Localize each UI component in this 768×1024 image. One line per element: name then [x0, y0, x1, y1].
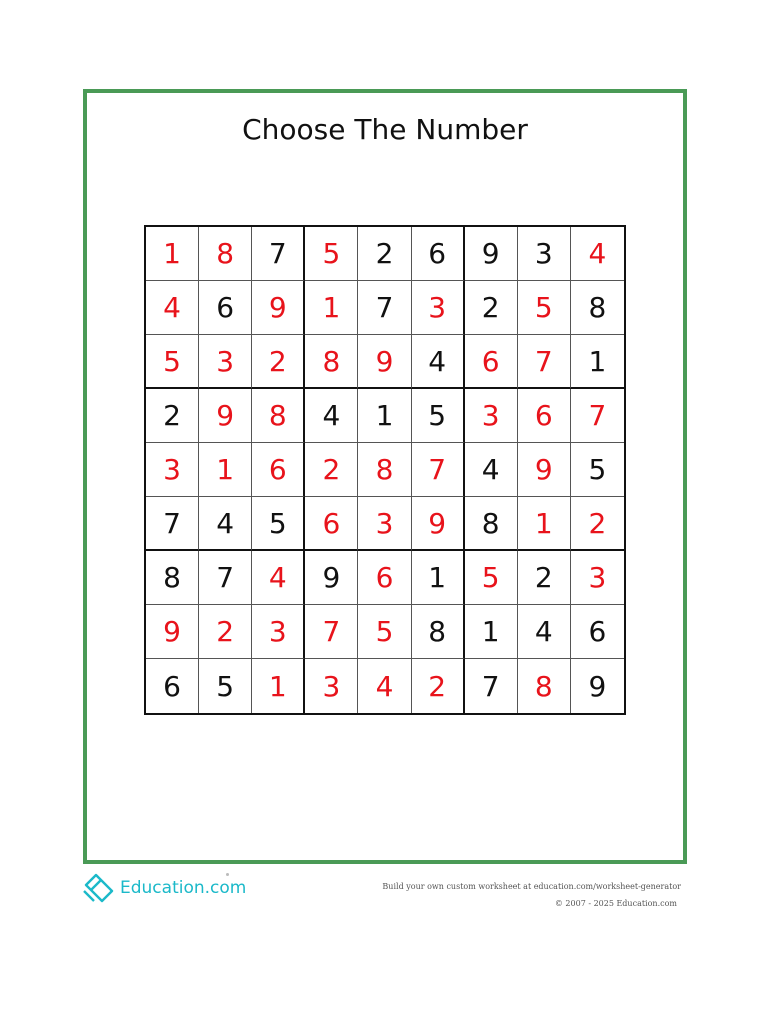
- grid-cell[interactable]: 4: [412, 335, 465, 389]
- grid-cell[interactable]: 5: [252, 497, 305, 551]
- grid-cell[interactable]: 1: [199, 443, 252, 497]
- grid-cell[interactable]: 1: [518, 497, 571, 551]
- grid-cell[interactable]: 4: [571, 227, 624, 281]
- grid-cell[interactable]: 4: [199, 497, 252, 551]
- number-grid: [144, 225, 626, 715]
- grid-cell[interactable]: 8: [518, 659, 571, 713]
- grid-cell[interactable]: 8: [199, 227, 252, 281]
- grid-cell[interactable]: 3: [146, 443, 199, 497]
- grid-cell[interactable]: 2: [571, 497, 624, 551]
- grid-cell[interactable]: 6: [465, 335, 518, 389]
- grid-cell[interactable]: 7: [358, 281, 411, 335]
- grid-cell[interactable]: 9: [588, 669, 607, 703]
- grid-cell[interactable]: 5: [305, 227, 358, 281]
- grid-cell[interactable]: 9: [412, 497, 465, 551]
- grid-cell[interactable]: 2: [465, 281, 518, 335]
- grid-cell[interactable]: 3: [571, 551, 624, 605]
- grid-cell[interactable]: 3: [199, 335, 252, 389]
- grid-cell[interactable]: 8: [571, 281, 624, 335]
- grid-cell[interactable]: 5: [358, 605, 411, 659]
- education-logo[interactable]: [82, 871, 246, 905]
- grid-cell[interactable]: 8: [412, 605, 465, 659]
- grid-cell[interactable]: 5: [465, 551, 518, 605]
- grid-cell[interactable]: 3: [358, 497, 411, 551]
- grid-cell[interactable]: 8: [146, 551, 199, 605]
- grid-cell[interactable]: 6: [305, 497, 358, 551]
- grid-cell[interactable]: 1: [252, 659, 305, 713]
- worksheet-title: Choose The Number: [242, 113, 528, 146]
- grid-cell[interactable]: 7: [465, 659, 518, 713]
- grid-cell[interactable]: 8: [305, 335, 358, 389]
- grid-cell[interactable]: 1: [465, 605, 518, 659]
- grid-cell[interactable]: 1: [305, 281, 358, 335]
- grid-cell[interactable]: 2: [252, 335, 305, 389]
- grid-cell[interactable]: 9: [199, 389, 252, 443]
- education-logo-icon: [82, 871, 116, 905]
- grid-cell[interactable]: 9: [305, 551, 358, 605]
- grid-cell[interactable]: 3: [252, 605, 305, 659]
- grid-cell[interactable]: 4: [518, 605, 571, 659]
- grid-cell[interactable]: 4: [305, 389, 358, 443]
- grid-cell[interactable]: 6: [412, 227, 465, 281]
- grid-cell[interactable]: 1: [412, 551, 465, 605]
- grid-cell[interactable]: 7: [252, 227, 305, 281]
- page-footer: [0, 866, 768, 926]
- grid-cell[interactable]: 5: [199, 659, 252, 713]
- grid-cell[interactable]: 3: [412, 281, 465, 335]
- education-logo-text: Education.com: [120, 878, 247, 898]
- grid-cell[interactable]: 7: [412, 443, 465, 497]
- grid-cell[interactable]: 4: [252, 551, 305, 605]
- grid-cell[interactable]: 9: [465, 227, 518, 281]
- grid-cell[interactable]: 6: [146, 659, 199, 713]
- grid-cell[interactable]: 4: [358, 659, 411, 713]
- grid-cell[interactable]: 1: [358, 389, 411, 443]
- grid-cell[interactable]: 2: [358, 227, 411, 281]
- grid-cell[interactable]: 3: [518, 227, 571, 281]
- grid-cell[interactable]: 9: [518, 443, 571, 497]
- grid-cell[interactable]: 8: [358, 443, 411, 497]
- grid-cell[interactable]: 6: [199, 281, 252, 335]
- grid-cell[interactable]: 6: [358, 551, 411, 605]
- grid-cell[interactable]: 1: [146, 227, 199, 281]
- grid-cell[interactable]: 5: [146, 335, 199, 389]
- grid-cell[interactable]: 3: [305, 659, 358, 713]
- grid-cell[interactable]: 2: [305, 443, 358, 497]
- worksheet-generator-link[interactable]: Build your own custom worksheet at education.com/worksheet-generator: [382, 882, 681, 891]
- copyright-text: © 2007 - 2025 Education.com: [554, 899, 677, 908]
- grid-cell[interactable]: 4: [146, 281, 199, 335]
- grid-cell[interactable]: 7: [305, 605, 358, 659]
- grid-cell[interactable]: 5: [571, 443, 624, 497]
- grid-cell[interactable]: 5: [412, 389, 465, 443]
- grid-cell[interactable]: 6: [252, 443, 305, 497]
- grid-cell[interactable]: 9: [358, 335, 411, 389]
- grid-cell[interactable]: 7: [146, 497, 199, 551]
- grid-cell[interactable]: 8: [465, 497, 518, 551]
- grid-cell[interactable]: 6: [518, 389, 571, 443]
- grid-cell[interactable]: 8: [252, 389, 305, 443]
- grid-cell[interactable]: 2: [412, 659, 465, 713]
- grid-cell[interactable]: 2: [146, 389, 199, 443]
- grid-cell[interactable]: 7: [199, 551, 252, 605]
- grid-cell[interactable]: 3: [465, 389, 518, 443]
- grid-cell[interactable]: 1: [571, 335, 624, 389]
- grid-cell[interactable]: 4: [465, 443, 518, 497]
- grid-cell[interactable]: 9: [252, 281, 305, 335]
- grid-cell[interactable]: 6: [571, 605, 624, 659]
- worksheet-frame: [83, 89, 687, 864]
- grid-cell[interactable]: 2: [199, 605, 252, 659]
- grid-cell[interactable]: 2: [518, 551, 571, 605]
- grid-cell[interactable]: 7: [518, 335, 571, 389]
- grid-cell[interactable]: 9: [146, 605, 199, 659]
- grid-cell[interactable]: 7: [571, 389, 624, 443]
- grid-cell[interactable]: 5: [518, 281, 571, 335]
- registered-mark-icon: [226, 873, 229, 876]
